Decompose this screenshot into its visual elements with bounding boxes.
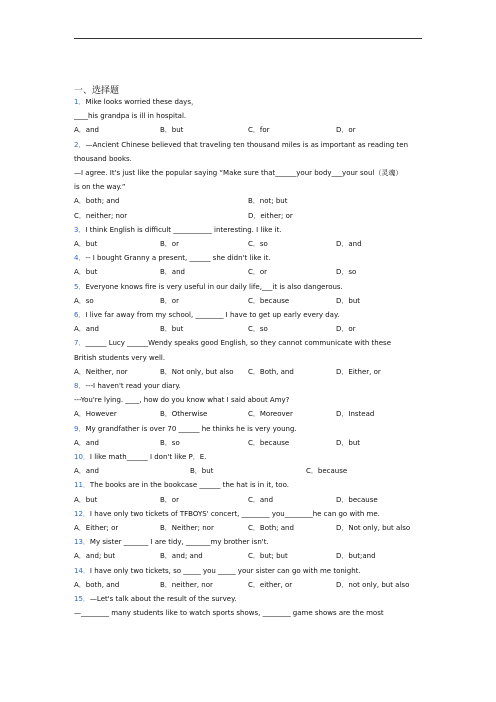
question-9-options	[74, 439, 434, 448]
option-b[interactable]: B．so	[160, 438, 180, 447]
question-6-options	[74, 325, 434, 334]
question-6-stem	[74, 311, 339, 320]
question-number: 2．	[74, 140, 86, 149]
question-2-line: thousand books.	[74, 154, 132, 163]
question-7-stem	[74, 339, 391, 348]
question-text: Everyone knows fire is very useful in our daily life,___it is also dangerous.	[85, 282, 343, 291]
option-a[interactable]: A．but	[74, 495, 98, 504]
option-a[interactable]: A．but	[74, 268, 98, 277]
option-d[interactable]: D．Not only, but also	[336, 524, 411, 532]
question-text: I have only two tickets of TFBOYS' concert, ________ you________he can go with me.	[89, 509, 380, 518]
question-text: ---I haven't read your diary.	[85, 382, 181, 390]
option-d[interactable]: D．or	[336, 126, 356, 135]
question-text: —Ancient Chinese believed that traveling ten thousand miles is as important as reading ten	[85, 140, 409, 149]
question-2-line: is on the way.”	[74, 183, 126, 192]
option-a[interactable]: A．Either; or	[74, 524, 119, 532]
question-number: 3．	[74, 225, 86, 234]
question-9-stem	[74, 425, 297, 434]
option-c[interactable]: C．either, or	[248, 580, 293, 589]
option-a[interactable]: A．However	[74, 410, 117, 419]
question-13-stem	[74, 538, 269, 547]
option-b[interactable]: B．or	[160, 296, 179, 305]
option-a[interactable]: A．both, and	[74, 580, 120, 589]
question-3-stem	[74, 226, 282, 235]
option-a[interactable]: A．and; but	[74, 552, 116, 561]
option-c[interactable]: C．Both; and	[248, 524, 294, 532]
option-b[interactable]: B．and; and	[160, 552, 203, 561]
question-3-options	[74, 240, 434, 249]
option-c[interactable]: C．Both, and	[248, 367, 294, 376]
option-d[interactable]: D．but	[336, 296, 361, 305]
question-11-options	[74, 496, 434, 505]
question-text: —Let's talk about the result of the survey.	[89, 595, 237, 603]
question-8-stem	[74, 382, 181, 391]
question-2-options	[74, 197, 434, 206]
option-c[interactable]: C．so	[248, 325, 268, 334]
question-2-stem	[74, 141, 408, 150]
question-7-options	[74, 368, 434, 377]
question-number: 7．	[74, 339, 86, 348]
option-a[interactable]: A．and	[74, 467, 99, 476]
question-number: 10．	[74, 453, 90, 461]
option-c[interactable]: C．for	[248, 126, 270, 135]
question-12-options	[74, 524, 434, 533]
question-2-line: —I agree. It's just like the popular saying “Make sure that______your body___your soul（灵魂）	[74, 169, 403, 177]
question-7-line: British students very well.	[74, 353, 166, 362]
option-d[interactable]: D．because	[336, 495, 378, 504]
option-b[interactable]: B．not; but	[248, 197, 288, 206]
question-text: I like math______ I don't like P．E.	[89, 453, 207, 461]
option-b[interactable]: B．neither, nor	[160, 580, 213, 589]
option-c[interactable]: C．Moreover	[248, 410, 293, 419]
question-text: -- I bought Granny a present, ______ she didn't like it.	[85, 254, 271, 263]
option-a[interactable]: A．and	[74, 438, 99, 447]
option-d[interactable]: D．so	[336, 268, 357, 277]
option-c[interactable]: C．because	[248, 296, 290, 305]
option-d[interactable]: D．either; or	[248, 211, 293, 220]
option-b[interactable]: B．but	[160, 325, 184, 334]
option-d[interactable]: D．Either, or	[336, 367, 381, 376]
question-1-line: ____his grandpa is ill in hospital.	[74, 112, 187, 121]
question-14-options	[74, 581, 434, 590]
option-c[interactable]: C．and	[248, 495, 274, 504]
question-5-stem	[74, 283, 343, 292]
question-2-options	[74, 212, 434, 221]
question-text: Mike looks worried these days，	[85, 98, 198, 106]
question-number: 9．	[74, 424, 86, 433]
question-text: The books are in the bookcase ______ the hat is in it, too.	[89, 481, 289, 490]
option-c[interactable]: C．neither; nor	[74, 211, 128, 220]
option-b[interactable]: B．Neither; nor	[160, 524, 214, 532]
question-text: My grandfather is over 70 ______ he thinks he is very young.	[85, 424, 297, 433]
option-a[interactable]: A．but	[74, 240, 98, 248]
question-14-stem	[74, 567, 361, 576]
question-10-options	[74, 467, 434, 476]
question-4-stem	[74, 254, 271, 263]
question-number: 11．	[74, 481, 90, 490]
header-rule	[74, 38, 422, 39]
option-b[interactable]: B．Otherwise	[160, 410, 208, 419]
question-number: 12．	[74, 509, 90, 518]
option-d[interactable]: D．Instead	[336, 410, 375, 419]
question-4-options	[74, 268, 434, 277]
option-a[interactable]: A．both; and	[74, 197, 120, 206]
question-number: 6．	[74, 311, 86, 319]
question-number: 15．	[74, 595, 90, 603]
option-d[interactable]: D．or	[336, 325, 356, 334]
question-8-options	[74, 410, 434, 419]
question-5-options	[74, 297, 434, 306]
option-a[interactable]: A．Neither, nor	[74, 367, 128, 376]
question-number: 14．	[74, 566, 90, 575]
option-c[interactable]: C．because	[248, 438, 290, 447]
option-b[interactable]: B．but	[190, 467, 214, 476]
question-number: 13．	[74, 538, 90, 547]
option-c[interactable]: C．because	[306, 467, 348, 476]
question-1-options	[74, 126, 434, 135]
question-text: I have only two tickets, so _____ you _____ your sister can go with me tonight.	[89, 566, 361, 575]
question-1-stem	[74, 98, 198, 107]
question-text: I live far away from my school, ________ I have to get up early every day.	[85, 311, 340, 319]
option-a[interactable]: A．and	[74, 325, 99, 334]
option-d[interactable]: D．not only, but also	[336, 580, 410, 589]
option-d[interactable]: D．but;and	[336, 552, 376, 561]
option-b[interactable]: B．or	[160, 495, 179, 504]
question-number: 5．	[74, 282, 86, 291]
question-15-stem	[74, 595, 236, 604]
option-b[interactable]: B．Not only, but also	[160, 367, 234, 376]
option-b[interactable]: B．but	[160, 126, 184, 135]
question-12-stem	[74, 510, 380, 519]
option-b[interactable]: B．and	[160, 268, 185, 277]
question-8-line: ---You're lying. ____, how do you know what I said about Amy?	[74, 396, 290, 405]
option-a[interactable]: A．and	[74, 126, 99, 135]
option-d[interactable]: D．and	[336, 240, 362, 248]
question-13-options	[74, 552, 434, 561]
option-c[interactable]: C．but; but	[248, 552, 288, 561]
question-11-stem	[74, 481, 289, 490]
section-title: 一、选择题	[74, 86, 120, 96]
question-number: 1．	[74, 98, 86, 106]
question-text: ______ Lucy ______Wendy speaks good English, so they cannot communicate with these	[85, 339, 391, 348]
question-text: My sister _______ I are tidy, _______my brother isn't.	[89, 538, 269, 547]
option-b[interactable]: B．or	[160, 240, 179, 248]
option-c[interactable]: C．or	[248, 268, 268, 277]
question-15-line: —________ many students like to watch sports shows, ________ game shows are the most	[74, 609, 384, 618]
option-c[interactable]: C．so	[248, 240, 268, 248]
question-text: I think English is difficult ___________ interesting. I like it.	[85, 225, 282, 234]
option-d[interactable]: D．but	[336, 438, 361, 447]
question-number: 4．	[74, 254, 86, 263]
question-number: 8．	[74, 382, 86, 390]
option-a[interactable]: A．so	[74, 296, 94, 305]
question-10-stem	[74, 453, 206, 462]
